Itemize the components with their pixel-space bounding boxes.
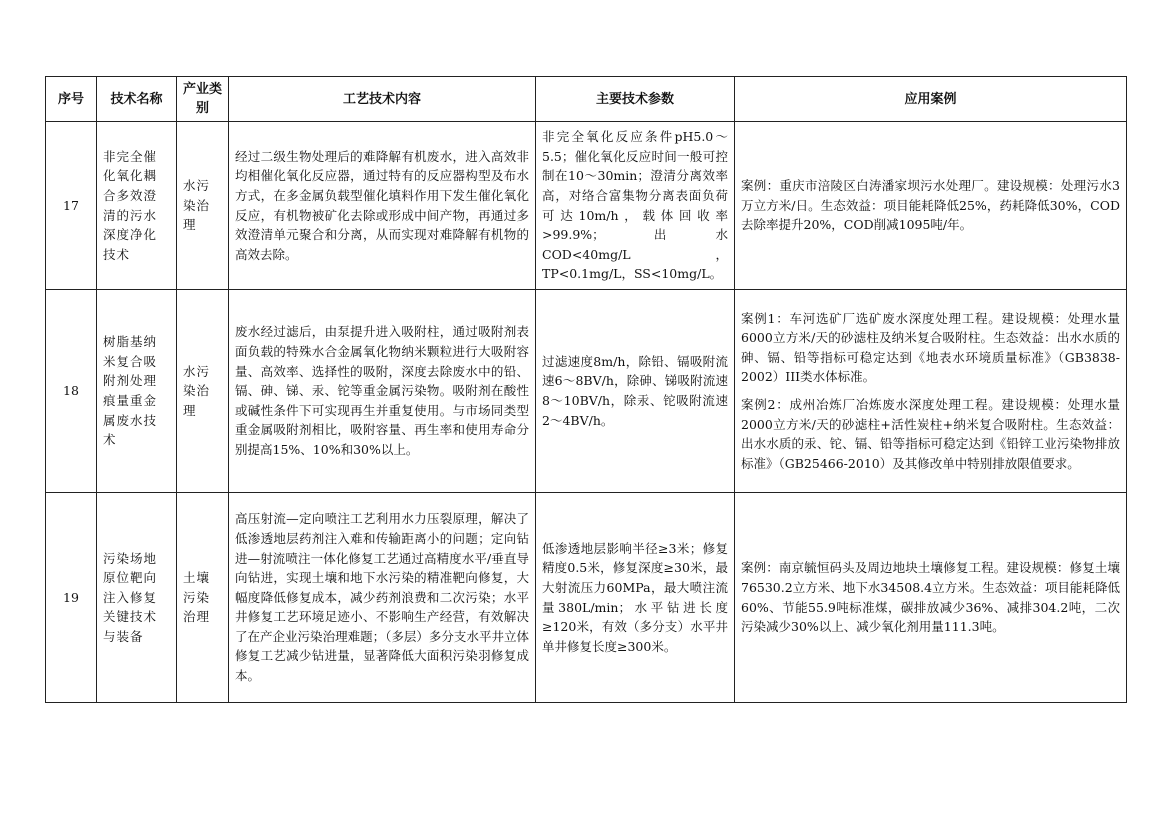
header-params: 主要技术参数	[536, 77, 735, 122]
case-text: 案例2：成州冶炼厂冶炼废水深度处理工程。建设规模：处理水量2000立方米/天的砂滤柱+活性炭柱+纳米复合吸附柱。生态效益：出水水质的汞、铊、镉、铅等指标可稳定达到《铅锌工业污染物排放标准》（GB25466-2010）及其修改单中特别排放限值要求。	[741, 397, 1120, 471]
row-seq: 17	[46, 122, 97, 290]
row-tech-name: 污染场地原位靶向注入修复关键技术与装备	[97, 493, 177, 703]
case-text: 案例：南京毓恒码头及周边地块土壤修复工程。建设规模：修复土壤76530.2立方米、地下水34508.4立方米。生态效益：项目能耗降低60%、节能55.9吨标准煤，碳排放减少36%、减排304.2吨，二次污染减少30%以上、减少氧化剂用量111.3吨。	[741, 560, 1120, 635]
case-text: 案例：重庆市涪陵区白涛潘家坝污水处理厂。建设规模：处理污水3万立方米/日。生态效益：项目能耗降低25%，药耗降低30%，COD去除率提升20%，COD削减1095吨/年。	[741, 178, 1120, 233]
row-industry: 土壤污染治理	[177, 493, 229, 703]
case-text: 案例1：车河选矿厂选矿废水深度处理工程。建设规模：处理水量6000立方米/天的砂滤柱及纳米复合吸附柱。生态效益：出水水质的砷、镉、铅等指标可稳定达到《地表水环境质量标准》（GB3838-2002）III类水体标准。	[741, 310, 1120, 385]
row-cases	[735, 493, 1127, 703]
row-params: 非完全氧化反应条件pH5.0～5.5；催化氧化反应时间一般可控制在10～30min；澄清分离效率高，对络合富集物分离表面负荷可达10m/h，载体回收率>99.9%；出水COD<40mg/L，TP<0.1mg/L，SS<10mg/L。	[536, 122, 735, 290]
row-cases	[735, 122, 1127, 290]
row-params: 低渗透地层影响半径≥3米；修复精度0.5米，修复深度≥30米，最大射流压力60MPa，最大喷注流量380L/min；水平钻进长度≥120米，有效（多分支）水平井单井修复长度≥300米。	[536, 493, 735, 703]
row-industry: 水污染治理	[177, 122, 229, 290]
row-seq: 18	[46, 290, 97, 493]
table-header-row	[46, 77, 1127, 122]
row-seq: 19	[46, 493, 97, 703]
table-row	[46, 493, 1127, 703]
header-cases: 应用案例	[735, 77, 1127, 122]
header-process: 工艺技术内容	[229, 77, 536, 122]
technology-table	[45, 76, 1127, 703]
row-process: 经过二级生物处理后的难降解有机废水，进入高效非均相催化氧化反应器，通过特有的反应器构型及布水方式，在多金属负载型催化填料作用下发生催化氧化反应，有机物被矿化去除或形成中间产物，再通过多效澄清单元聚合和分离，从而实现对难降解有机物的高效去除。	[229, 122, 536, 290]
table-row	[46, 122, 1127, 290]
row-tech-name: 非完全催化氧化耦合多效澄清的污水深度净化技术	[97, 122, 177, 290]
table-row	[46, 290, 1127, 493]
header-seq: 序号	[46, 77, 97, 122]
row-process: 高压射流—定向喷注工艺利用水力压裂原理，解决了低渗透地层药剂注入难和传输距离小的问题；定向钻进—射流喷注一体化修复工艺通过高精度水平/垂直导向钻进，实现土壤和地下水污染的精准靶向修复，大幅度降低修复成本，减少药剂浪费和二次污染；水平井修复工艺环境足迹小、不影响生产经营，有效解决了在产企业污染治理难题；（多层）多分支水平井立体修复工艺减少钻进量，显著降低大面积污染羽修复成本。	[229, 493, 536, 703]
row-params: 过滤速度8m/h，除铅、镉吸附流速6～8BV/h，除砷、锑吸附流速8～10BV/h，除汞、铊吸附流速2～4BV/h。	[536, 290, 735, 493]
header-tech-name: 技术名称	[97, 77, 177, 122]
row-cases	[735, 290, 1127, 493]
header-industry: 产业类别	[177, 77, 229, 122]
row-tech-name: 树脂基纳米复合吸附剂处理痕量重金属废水技术	[97, 290, 177, 493]
row-industry: 水污染治理	[177, 290, 229, 493]
row-process: 废水经过滤后，由泵提升进入吸附柱，通过吸附剂表面负载的特殊水合金属氧化物纳米颗粒进行大吸附容量、高效率、选择性的吸附，深度去除废水中的铅、镉、砷、锑、汞、铊等重金属污染物。吸附剂在酸性或碱性条件下可实现再生并重复使用。与市场同类型重金属吸附剂相比，吸附容量、再生率和使用寿命分别提高15%、10%和30%以上。	[229, 290, 536, 493]
